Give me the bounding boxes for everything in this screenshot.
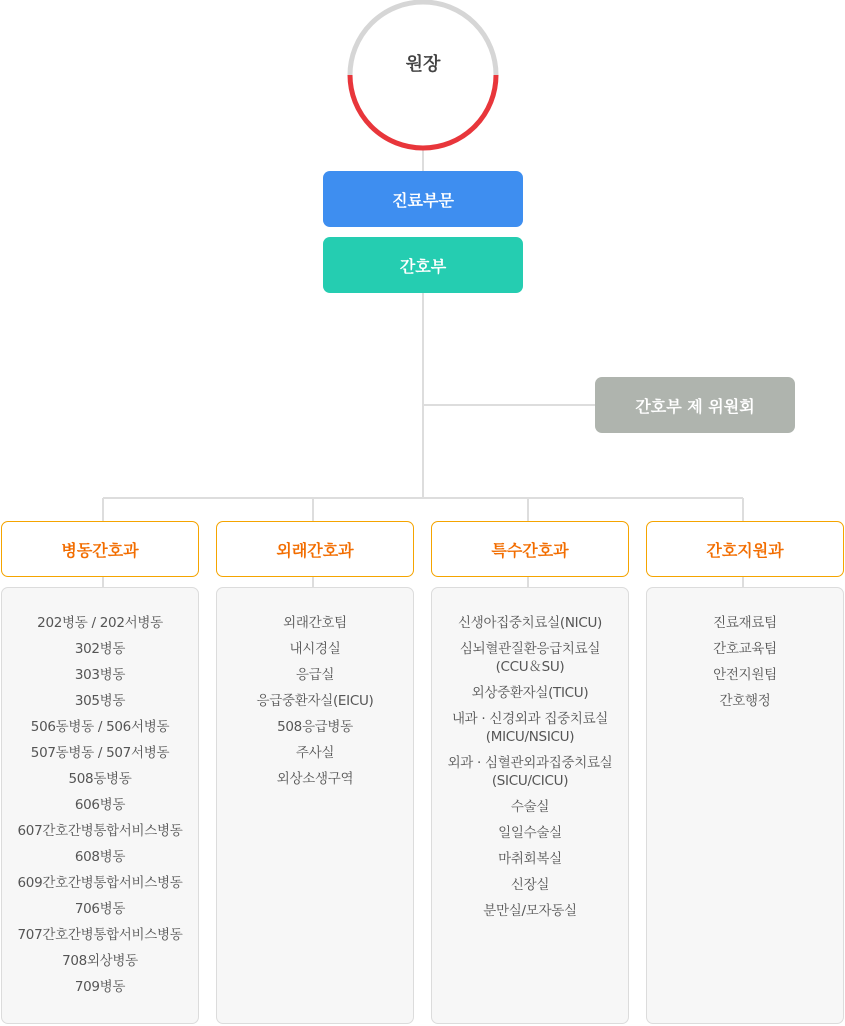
- unit-item: [217, 614, 413, 632]
- unit-item: [217, 666, 413, 684]
- unit-item-line: 신생아집중치료실(NICU): [457, 615, 603, 631]
- unit-item-line: 심뇌혈관질환응급치료실: [459, 641, 601, 657]
- unit-item: [2, 770, 198, 788]
- unit-item: [2, 978, 198, 996]
- unit-item-line: 507동병동 / 507서병동: [30, 745, 170, 761]
- unit-item: [2, 692, 198, 710]
- unit-item: [217, 744, 413, 762]
- nursing-committees-box: 간호부 제 위원회: [595, 377, 795, 433]
- unit-item-line: 609간호간병통합서비스병동: [17, 875, 183, 891]
- unit-item-line: 안전지원팀: [713, 667, 777, 683]
- unit-item-line: (CCU＆SU): [495, 659, 565, 675]
- unit-item-line: 신장실: [510, 877, 550, 893]
- unit-item-line: 305병동: [74, 693, 126, 709]
- unit-item: [217, 692, 413, 710]
- unit-item-line: 202병동 / 202서병동: [37, 615, 163, 631]
- unit-item: [217, 718, 413, 736]
- unit-item-line: 외상소생구역: [276, 771, 354, 787]
- dept-special-nursing: 특수간호과: [431, 521, 629, 577]
- unit-item: [432, 640, 628, 676]
- unit-item-line: 수술실: [510, 799, 550, 815]
- panel-special-nursing: [431, 587, 629, 1024]
- unit-item-line: 마취회복실: [498, 851, 562, 867]
- unit-item-line: 외상중환자실(TICU): [471, 685, 589, 701]
- unit-item: [432, 614, 628, 632]
- unit-item: [432, 710, 628, 746]
- unit-item-line: 506동병동 / 506서병동: [30, 719, 170, 735]
- unit-item-line: 707간호간병통합서비스병동: [17, 927, 183, 943]
- unit-item: [432, 754, 628, 790]
- unit-item: [432, 850, 628, 868]
- unit-item-line: 일일수술실: [498, 825, 562, 841]
- panel-outpatient-nursing: [216, 587, 414, 1024]
- unit-item-line: 응급중환자실(EICU): [256, 693, 374, 709]
- unit-item: [2, 874, 198, 892]
- unit-item-line: 607간호간병통합서비스병동: [17, 823, 183, 839]
- unit-item-line: 간호행정: [719, 693, 771, 709]
- unit-item: [647, 614, 843, 632]
- unit-item: [2, 952, 198, 970]
- unit-item-line: 내과 · 신경외과 집중치료실: [451, 711, 609, 727]
- nursing-department-box: 간호부: [323, 237, 523, 293]
- unit-item-line: 외래간호팀: [283, 615, 347, 631]
- unit-item-line: 709병동: [74, 979, 126, 995]
- unit-item-line: 진료재료팀: [713, 615, 777, 631]
- unit-item: [2, 926, 198, 944]
- dept-nursing-support: 간호지원과: [646, 521, 844, 577]
- unit-item: [432, 798, 628, 816]
- unit-item: [2, 640, 198, 658]
- unit-item: [2, 822, 198, 840]
- unit-item-line: 분만실/모자동실: [483, 903, 577, 919]
- unit-item-line: (MICU/NSICU): [485, 729, 575, 745]
- unit-item-line: 608병동: [74, 849, 126, 865]
- unit-item-line: 708외상병동: [62, 953, 138, 969]
- unit-item: [217, 770, 413, 788]
- dept-outpatient-nursing: 외래간호과: [216, 521, 414, 577]
- unit-item-line: (SICU/CICU): [491, 773, 569, 789]
- unit-item: [2, 900, 198, 918]
- unit-item: [217, 640, 413, 658]
- unit-item-line: 508동병동: [68, 771, 132, 787]
- unit-item-line: 706병동: [74, 901, 126, 917]
- unit-item-line: 주사실: [295, 745, 335, 761]
- unit-item: [432, 902, 628, 920]
- unit-item-line: 303병동: [74, 667, 126, 683]
- unit-item-line: 외과 · 심혈관외과집중치료실: [447, 755, 613, 771]
- unit-item: [432, 684, 628, 702]
- unit-item-line: 응급실: [295, 667, 335, 683]
- unit-item-line: 606병동: [74, 797, 126, 813]
- unit-item: [432, 824, 628, 842]
- dept-ward-nursing: 병동간호과: [1, 521, 199, 577]
- unit-item-line: 508응급병동: [277, 719, 353, 735]
- unit-item: [647, 666, 843, 684]
- panel-nursing-support: [646, 587, 844, 1024]
- unit-item-line: 간호교육팀: [713, 641, 777, 657]
- unit-item: [647, 640, 843, 658]
- unit-item: [647, 692, 843, 710]
- director-label: 원장: [405, 54, 441, 75]
- unit-item: [2, 744, 198, 762]
- unit-item: [2, 666, 198, 684]
- unit-item: [2, 796, 198, 814]
- unit-item: [2, 848, 198, 866]
- unit-item-line: 내시경실: [289, 641, 341, 657]
- unit-item: [2, 718, 198, 736]
- medical-division-box: 진료부문: [323, 171, 523, 227]
- panel-ward-nursing: [1, 587, 199, 1024]
- unit-item-line: 302병동: [74, 641, 126, 657]
- unit-item: [2, 614, 198, 632]
- unit-item: [432, 876, 628, 894]
